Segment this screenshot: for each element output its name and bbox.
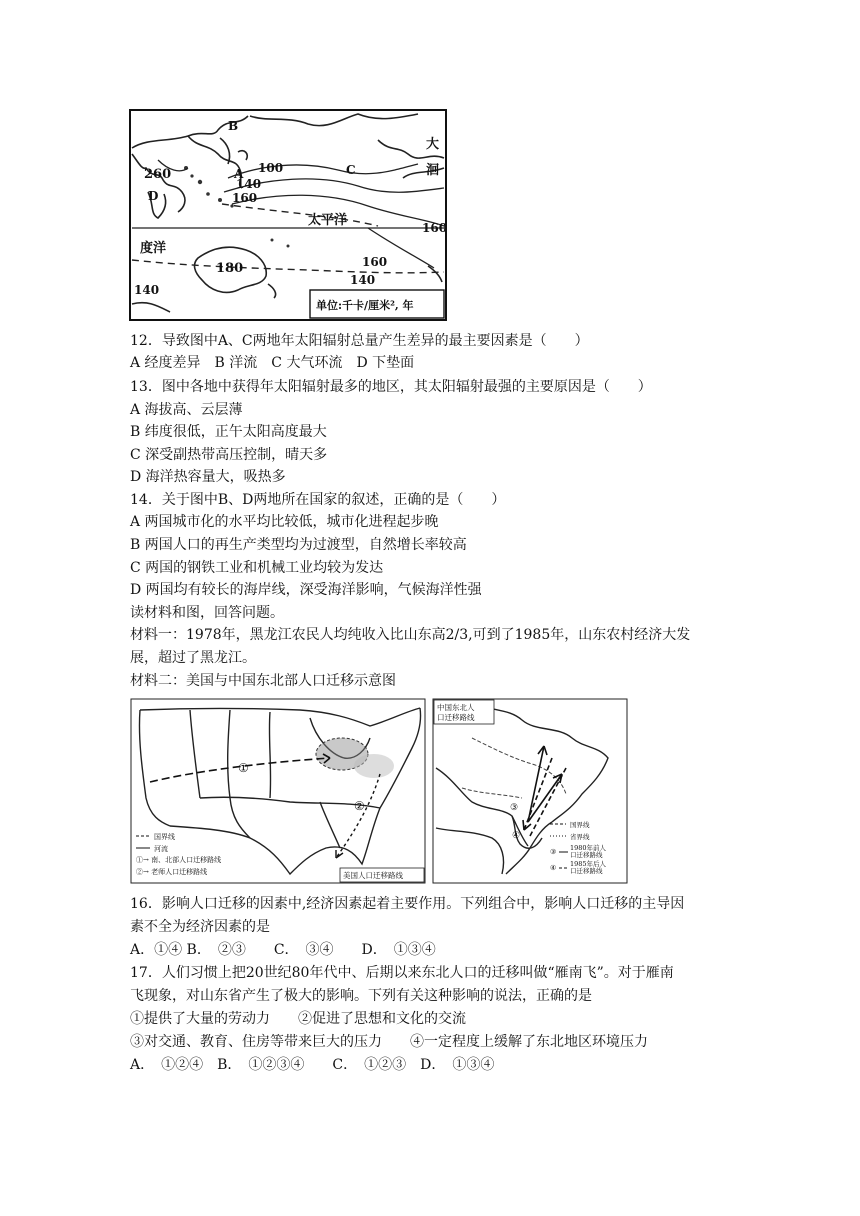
- ne-legend-4-line1: 1985年后人: [570, 860, 607, 868]
- question-14-option-c: C 两国的钢铁工业和机械工业均较为发达: [130, 560, 384, 576]
- material-one-line-1: 材料一：1978年，黑龙江农民人均纯收入比山东高2/3,可到了1985年，山东农村经济大发: [130, 627, 691, 643]
- material-two-title: 材料二：美国与中国东北部人口迁移示意图: [130, 673, 396, 689]
- solar-radiation-map: [128, 108, 448, 322]
- ne-legend-4-line2: 口迁移路线: [570, 867, 603, 875]
- question-13-option-a: A 海拔高、云层薄: [130, 402, 243, 418]
- question-17-line-1: 17．人们习惯上把20世纪80年代中、后期以来东北人口的迁移叫做“雁南飞”。对于雁南: [130, 965, 674, 981]
- question-13-option-d: D 海洋热容量大，吸热多: [130, 469, 286, 485]
- ne-china-migration-map: [432, 698, 628, 884]
- label-B: B: [228, 119, 239, 133]
- isoline-value-180: 180: [216, 261, 244, 276]
- isoline-value-160-right: 160: [422, 221, 448, 235]
- ne-legend-3-line2: 口迁移路线: [570, 851, 603, 859]
- label-C: C: [346, 163, 356, 177]
- question-14-option-b: B 两国人口的再生产类型均为过渡型，自然增长率较高: [130, 537, 467, 553]
- ne-legend-province: 省界线: [570, 833, 590, 841]
- indian-ocean-label: 度洋: [140, 241, 167, 256]
- label-A: A: [234, 167, 244, 181]
- material-one-line-2: 展，超过了黑龙江。: [130, 650, 256, 666]
- label-D: D: [148, 189, 159, 203]
- usa-migration-map: [130, 698, 426, 884]
- continent-label-da: 大: [426, 137, 440, 152]
- ne-route-3-marker: ③: [510, 803, 519, 813]
- isoline-value-140-south: 140: [350, 273, 376, 287]
- question-14-stem: 14．关于图中B、D两地所在国家的叙述，正确的是（ ）: [130, 492, 506, 508]
- question-14-option-a: A 两国城市化的水平均比较低，城市化进程起步晚: [130, 514, 439, 530]
- question-12-stem: 12．导致图中A、C两地年太阳辐射总量产生差异的最主要因素是（ ）: [130, 333, 589, 349]
- isoline-value-100: 100: [258, 161, 284, 175]
- question-17-statements-3-4: ③对交通、教育、住房等带来巨大的压力 ④一定程度上缓解了东北地区环境压力: [130, 1034, 648, 1050]
- reading-intro: 读材料和图，回答问题。: [130, 605, 284, 621]
- question-16-line-2: 素不全为经济因素的是: [130, 919, 270, 935]
- question-17-options: A． ①②④ B． ①②③④ C． ①②③ D． ①③④: [130, 1057, 495, 1073]
- usa-map-caption: 美国人口迁移路线: [343, 871, 403, 880]
- ne-map-title-2: 口迁移路线: [437, 713, 475, 722]
- question-13-stem: 13．图中各地中获得年太阳辐射最多的地区，其太阳辐射最强的主要原因是（ ）: [130, 379, 652, 395]
- ne-legend-sym-3: ③: [550, 848, 557, 856]
- isoline-value-260: 260: [144, 167, 172, 182]
- usa-legend-route-1: ①→ 南、北部人口迁移路线: [136, 856, 222, 864]
- map-unit-label: 单位:千卡/厘米², 年: [316, 299, 414, 312]
- question-13-option-c: C 深受副热带高压控制，晴天多: [130, 447, 328, 463]
- usa-legend-route-2: ②→ 老师人口迁移路线: [136, 868, 208, 876]
- pacific-ocean-label: 太平洋: [308, 213, 348, 228]
- ne-route-4-marker: ④: [512, 831, 521, 841]
- ne-legend-3-line1: 1980年前人: [570, 844, 607, 852]
- isoline-value-160: 160: [232, 191, 258, 205]
- route-1-marker: ①: [238, 761, 249, 775]
- ne-legend-border: 国界线: [570, 821, 590, 829]
- usa-legend-border: 国界线: [154, 833, 175, 841]
- isoline-value-140-west: 140: [134, 283, 160, 297]
- question-16-line-1: 16．影响人口迁移的因素中,经济因素起着主要作用。下列组合中，影响人口迁移的主导因: [130, 896, 685, 912]
- question-17-line-2: 飞现象，对山东省产生了极大的影响。下列有关这种影响的说法，正确的是: [130, 988, 592, 1004]
- continent-label-hui: 洄: [426, 163, 440, 178]
- question-12-options: A 经度差异 B 洋流 C 大气环流 D 下垫面: [130, 355, 415, 371]
- route-2-marker: ②: [354, 799, 365, 813]
- question-17-statements-1-2: ①提供了大量的劳动力 ②促进了思想和文化的交流: [130, 1011, 466, 1027]
- ne-map-title-1: 中国东北人: [437, 703, 475, 712]
- isoline-value-140: 140: [236, 177, 262, 191]
- usa-legend-river: 河流: [154, 845, 168, 853]
- question-16-options: A．①④ B． ②③ C． ③④ D． ①③④: [130, 942, 436, 958]
- isoline-value-160-south: 160: [362, 255, 388, 269]
- ne-legend-sym-4: ④: [550, 864, 557, 872]
- question-13-option-b: B 纬度很低，正午太阳高度最大: [130, 424, 327, 440]
- question-14-option-d: D 两国均有较长的海岸线，深受海洋影响，气候海洋性强: [130, 582, 482, 598]
